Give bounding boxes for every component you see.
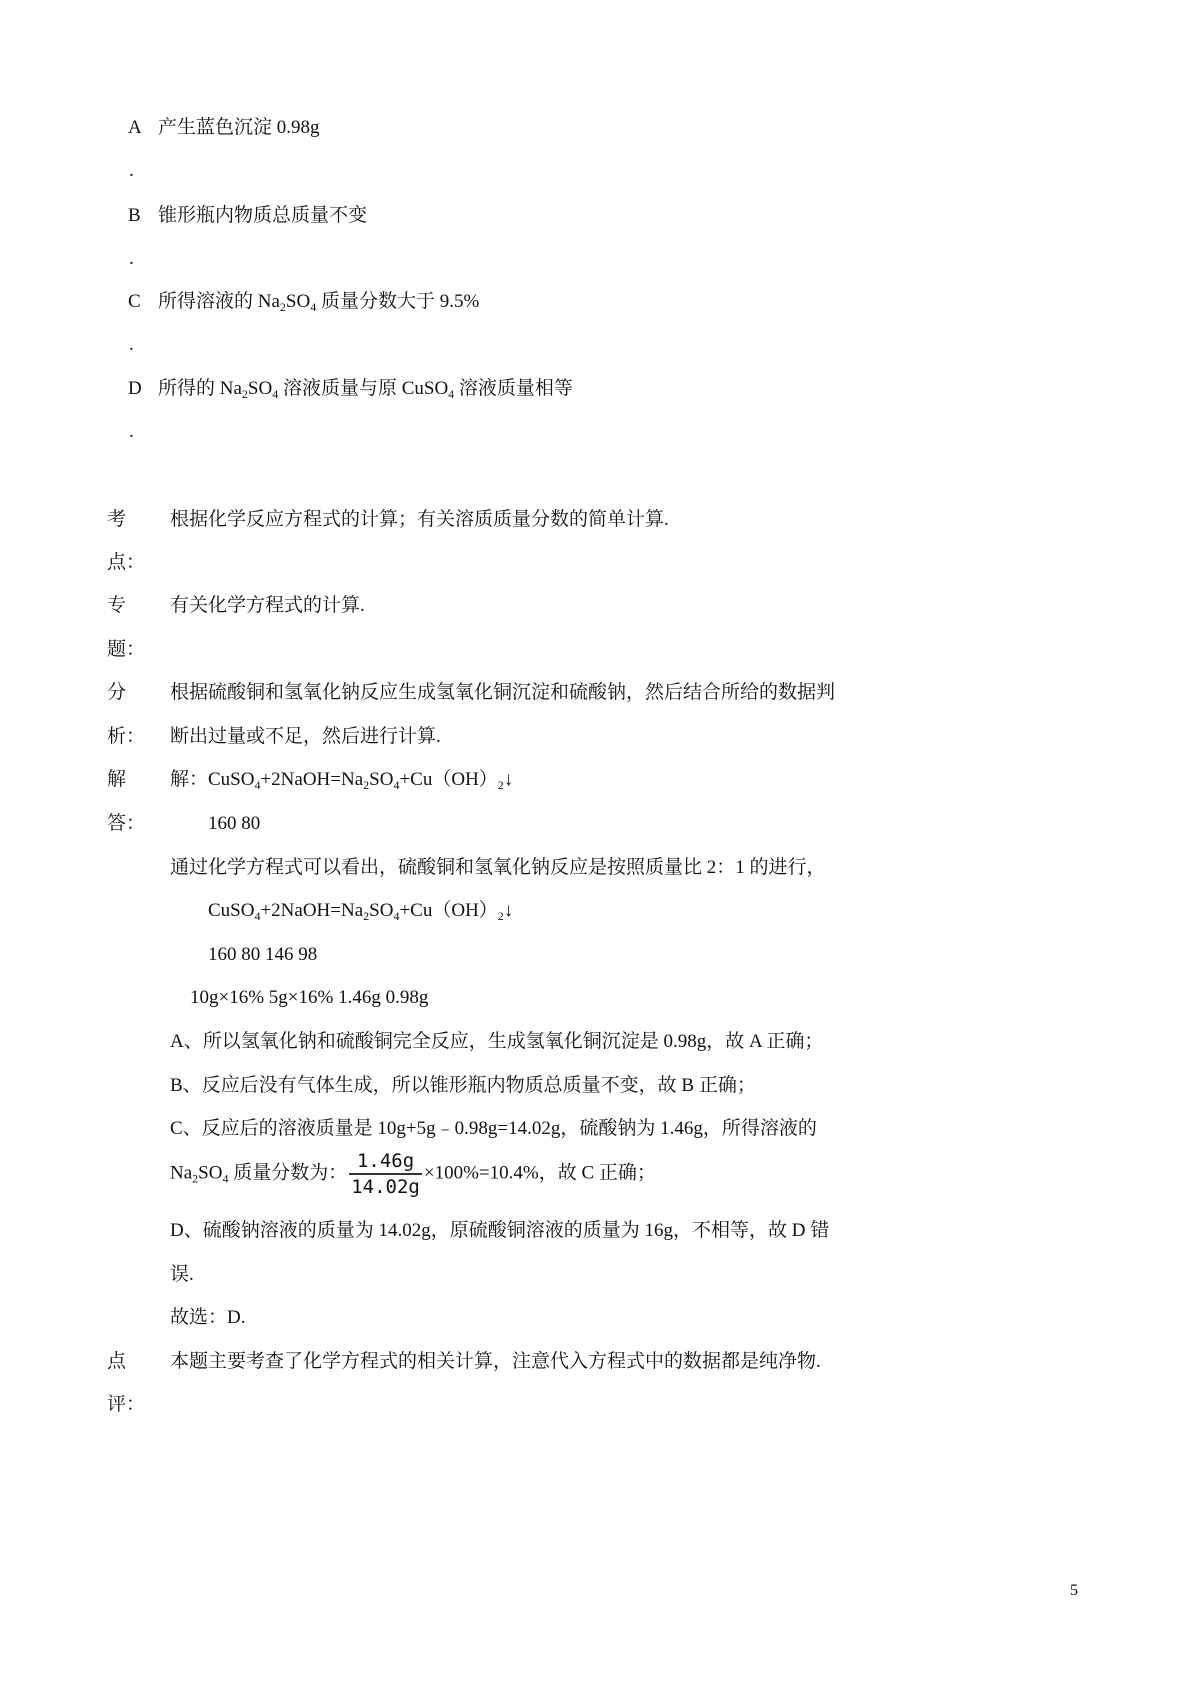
section-label: 专 — [107, 595, 127, 616]
option-letter: C — [128, 291, 141, 312]
section-line — [170, 768, 513, 792]
option-text — [158, 204, 367, 228]
text-run: 通过化学方程式可以看出，硫酸铜和氢氧化钠反应是按照质量比 2：1 的进行， — [170, 857, 826, 878]
subscript: 4 — [393, 778, 400, 792]
section-line — [170, 594, 365, 618]
section-label: 评： — [107, 1394, 146, 1415]
subscript: 2 — [363, 778, 370, 792]
section-line — [208, 899, 513, 923]
text-run: 误. — [170, 1264, 194, 1285]
option-dot: . — [129, 248, 134, 269]
subscript: 2 — [497, 909, 504, 923]
text-run: SO — [198, 1162, 223, 1184]
option-text — [158, 377, 573, 401]
page-number: 5 — [1070, 1582, 1078, 1599]
text-run: 质量分数大于 9.5% — [316, 291, 480, 312]
text-run: 有关化学方程式的计算. — [170, 595, 365, 616]
fraction-numerator: 1.46g — [349, 1149, 422, 1175]
subscript: 2 — [363, 909, 370, 923]
text-run: SO — [247, 378, 273, 399]
text-run: D、硫酸钠溶液的质量为 14.02g，原硫酸铜溶液的质量为 16g，不相等，故 D 错 — [170, 1220, 830, 1241]
text-run: 根据化学反应方程式的计算；有关溶质质量分数的简单计算. — [170, 509, 669, 530]
section-label: 题： — [107, 639, 146, 660]
subscript: 4 — [254, 778, 261, 792]
text-run: 质量分数为： — [228, 1162, 348, 1184]
text-run: +Cu（OH） — [399, 900, 498, 921]
text-run: 产生蓝色沉淀 0.98g — [158, 117, 320, 138]
text-run: 160 80 — [208, 813, 261, 834]
option-text — [158, 116, 320, 140]
text-run: 本题主要考查了化学方程式的相关计算，注意代入方程式中的数据都是纯净物. — [170, 1351, 821, 1372]
subscript: 2 — [192, 1171, 199, 1186]
section-line — [170, 1219, 829, 1243]
text-run: 160 80 146 98 — [208, 944, 318, 965]
text-run: SO — [369, 900, 394, 921]
text-run: +2NaOH=Na — [260, 900, 364, 921]
subscript: 4 — [448, 387, 455, 401]
text-run: 解：CuSO — [170, 769, 255, 790]
section-label: 考 — [107, 509, 127, 530]
text-run: 溶液质量相等 — [454, 378, 573, 399]
section-label: 析： — [107, 726, 146, 747]
text-run: C、反应后的溶液质量是 10g+5g﹣0.98g=14.02g，硫酸钠为 1.46g，所得溶液的 — [170, 1118, 817, 1139]
section-line — [208, 943, 317, 967]
text-run: 所得的 Na — [158, 378, 242, 399]
section-line — [170, 856, 826, 880]
option-dot: . — [129, 334, 134, 355]
text-run: 故选：D. — [170, 1307, 246, 1328]
text-run: SO — [369, 769, 394, 790]
text-run: +2NaOH=Na — [260, 769, 364, 790]
text-run: ↓ — [503, 900, 514, 921]
section-line — [170, 1350, 821, 1374]
section-line — [170, 1074, 756, 1098]
subscript: 4 — [222, 1171, 229, 1186]
subscript: 4 — [310, 300, 317, 314]
subscript: 4 — [272, 387, 279, 401]
text-run: SO — [285, 291, 311, 312]
section-line — [170, 1149, 656, 1199]
section-label: 分 — [107, 682, 127, 703]
section-line — [208, 812, 260, 836]
section-line — [170, 1030, 823, 1054]
section-line — [170, 1263, 194, 1287]
text-run: 所得溶液的 Na — [158, 291, 280, 312]
subscript: 2 — [279, 300, 286, 314]
subscript: 4 — [254, 909, 261, 923]
subscript: 2 — [241, 387, 248, 401]
option-letter: B — [128, 205, 141, 226]
option-letter: A — [128, 117, 142, 138]
text-run: A、所以氢氧化钠和硫酸铜完全反应，生成氢氧化铜沉淀是 0.98g，故 A 正确； — [170, 1031, 824, 1052]
section-line — [170, 725, 441, 749]
option-dot: . — [129, 421, 134, 442]
text-run: Na — [170, 1162, 193, 1184]
text-run: 锥形瓶内物质总质量不变 — [158, 205, 368, 226]
subscript: 4 — [393, 909, 400, 923]
text-run: 根据硫酸铜和氢氧化钠反应生成氢氧化铜沉淀和硫酸钠，然后结合所给的数据判 — [170, 682, 836, 703]
section-label: 答： — [107, 813, 146, 834]
fraction-denominator: 14.02g — [351, 1176, 420, 1198]
text-run: ↓ — [503, 769, 514, 790]
subscript: 2 — [497, 778, 504, 792]
section-label: 点 — [107, 1351, 127, 1372]
fraction — [349, 1149, 422, 1199]
option-dot: . — [129, 160, 134, 181]
option-text — [158, 290, 479, 314]
text-run: B、反应后没有气体生成，所以锥形瓶内物质总质量不变，故 B 正确； — [170, 1075, 756, 1096]
section-label: 点： — [107, 552, 146, 573]
section-line — [190, 986, 428, 1010]
section-line — [170, 508, 669, 532]
section-label: 解 — [107, 769, 127, 790]
text-run: ×100%=10.4%，故 C 正确； — [423, 1162, 656, 1184]
text-run: +Cu（OH） — [399, 769, 498, 790]
text-run: 溶液质量与原 CuSO — [278, 378, 449, 399]
text-run: 10g×16% 5g×16% 1.46g 0.98g — [190, 987, 429, 1008]
section-line — [170, 1117, 817, 1141]
text-run: 断出过量或不足，然后进行计算. — [170, 726, 441, 747]
section-line — [170, 681, 835, 705]
section-line — [170, 1306, 245, 1330]
text-run: CuSO — [208, 900, 255, 921]
option-letter: D — [128, 378, 142, 399]
